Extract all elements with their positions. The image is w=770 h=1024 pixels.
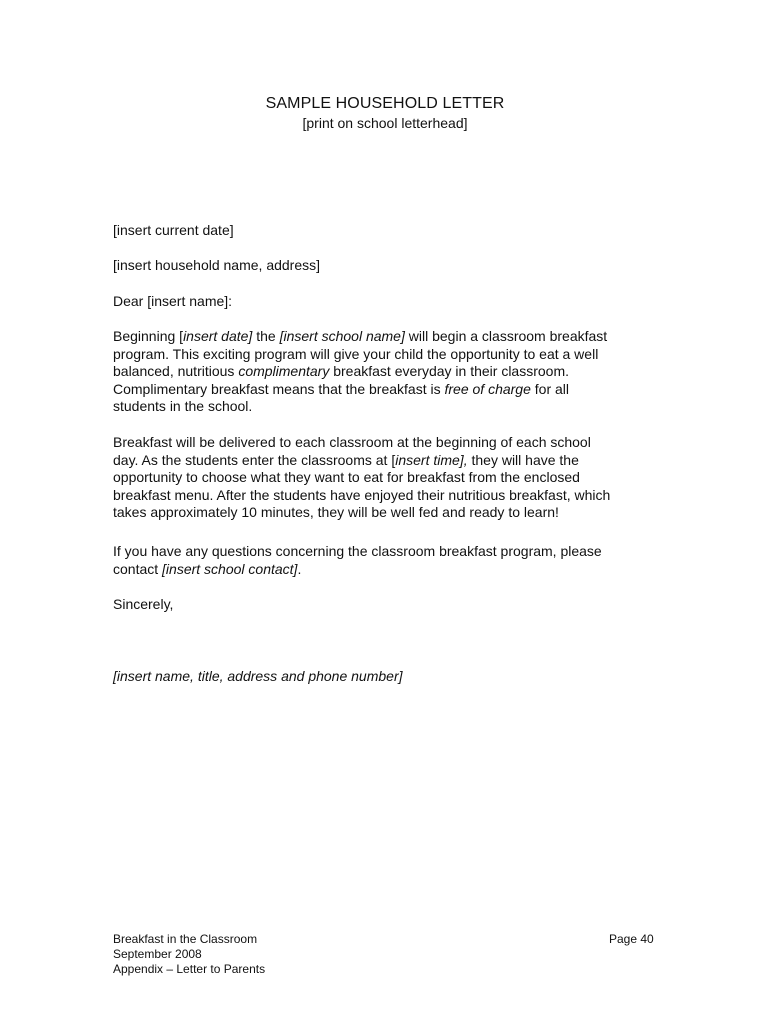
footer-line: September 2008 [113,947,202,961]
paragraph-line [113,452,673,470]
signature-placeholder [113,668,403,686]
text-run: Complimentary breakfast means that the breakfast is [113,380,445,397]
page-number: Page 40 [609,932,654,946]
paragraph-line [113,328,673,346]
text-run: . [297,560,302,577]
paragraph-line [113,363,673,381]
text-run: contact [113,560,163,577]
page-title: SAMPLE HOUSEHOLD LETTER [265,95,505,112]
text-run: will begin a classroom breakfast [404,328,608,344]
date-placeholder: [insert current date] [113,222,234,238]
emphasis-text: free of charge [444,380,531,397]
paragraph-line: program. This exciting program will give your child the opportunity to eat a well [113,345,599,362]
paragraph-delivery [113,434,673,522]
text-run: they will have the [467,451,579,468]
paragraph-line [113,561,673,579]
paragraph-line: Breakfast will be delivered to each classroom at the beginning of each school [113,434,591,450]
text-run: day. As the students enter the classrooms at [ [113,451,396,468]
paragraph-line: breakfast menu. After the students have enjoyed their nutritious breakfast, which [113,486,611,503]
paragraph-line: takes approximately 10 minutes, they will be well fed and ready to learn! [113,504,559,521]
placeholder-text: insert time], [395,451,468,468]
closing: Sincerely, [113,596,174,612]
text-run: Beginning [ [113,328,184,344]
footer-line: Appendix – Letter to Parents [113,962,266,976]
footer-line: Breakfast in the Classroom [113,932,258,946]
emphasis-text: complimentary [238,363,330,380]
paragraph-line: opportunity to choose what they want to eat for breakfast from the enclosed [113,469,580,486]
paragraph-questions [113,543,673,578]
salutation: Dear [insert name]: [113,293,233,309]
placeholder-text: insert date] [183,328,253,344]
text-run: the [252,328,280,344]
text-run: breakfast everyday in their classroom. [329,363,569,380]
footer [113,932,265,977]
placeholder-text: [insert school name] [279,328,405,344]
paragraph-line: If you have any questions concerning the classroom breakfast program, please [113,543,602,559]
placeholder-text: [insert school contact] [162,560,298,577]
paragraph-intro [113,328,673,416]
paragraph-line [113,381,673,399]
page-subtitle: [print on school letterhead] [302,115,468,131]
paragraph-line: students in the school. [113,398,253,415]
placeholder-text: [insert name, title, address and phone number] [113,668,403,684]
text-run: balanced, nutritious [113,363,239,380]
text-run: for all [530,380,569,397]
household-placeholder: [insert household name, address] [113,257,321,273]
